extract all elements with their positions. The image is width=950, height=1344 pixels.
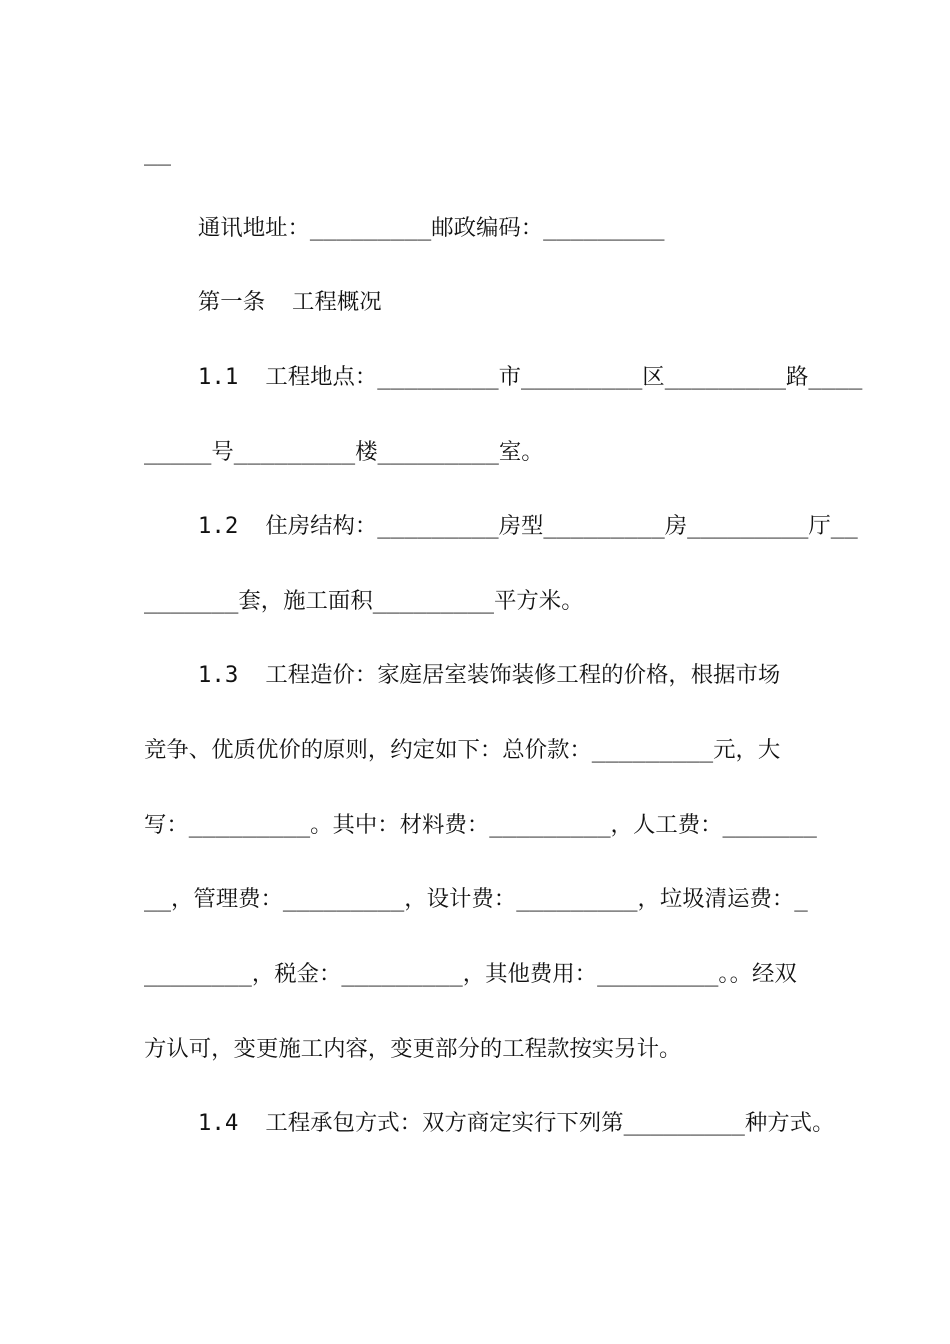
text-line-1-3-cont-5: 方认可，变更施工内容，变更部分的工程款按实另计。 [144, 1036, 682, 1062]
text-line-address: 通讯地址：_________邮政编码：_________ [144, 215, 665, 241]
text-line-1-2-cont: _______套，施工面积_________平方米。 [144, 588, 584, 614]
text-line-1-3-cont-3: __，管理费：_________，设计费：_________，垃圾清运费：_ [144, 886, 808, 912]
section-heading-article-1: 第一条 工程概况 [144, 289, 382, 315]
text-line-1-1-cont: _____号_________楼_________室。 [144, 439, 544, 465]
text-line-1-3-cont-2: 写：_________。其中：材料费：_________，人工费：_______ [144, 812, 817, 838]
text-line-1-1: 1.1 工程地点：_________市_________区_________路____ [144, 364, 863, 390]
text-line-1-3: 1.3 工程造价：家庭居室装饰装修工程的价格，根据市场 [144, 662, 781, 688]
text-line-1-2: 1.2 住房结构：_________房型_________房_________厅__ [144, 513, 858, 539]
text-line-1-3-cont-1: 竞争、优质优价的原则，约定如下：总价款：_________元，大 [144, 737, 781, 763]
text-line-1-4: 1.4 工程承包方式：双方商定实行下列第_________种方式。 [144, 1110, 835, 1136]
text-line-1-3-cont-4: ________，税金：_________，其他费用：_________。。经双 [144, 961, 797, 987]
text-line-continuation: __ [144, 140, 171, 166]
